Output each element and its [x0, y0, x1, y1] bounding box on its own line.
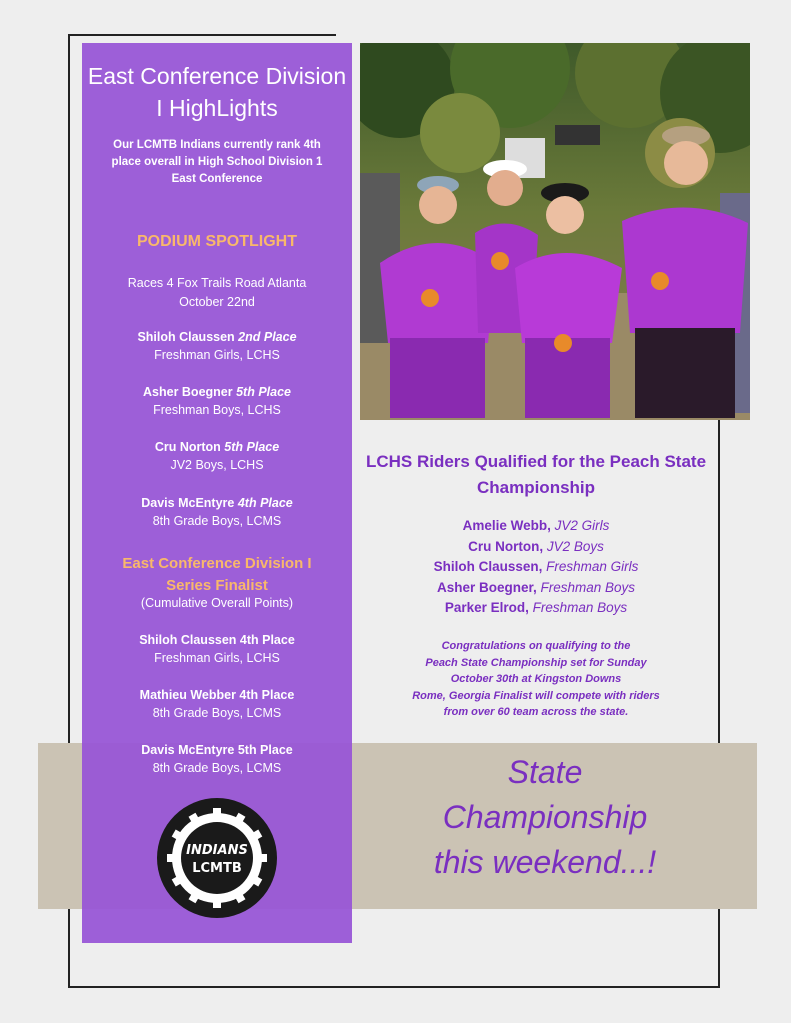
finalist-name: Shiloh Claussen 4th Place — [139, 633, 295, 647]
qualified-rider-name: Cru Norton, — [468, 538, 544, 554]
frame-line-top — [68, 34, 336, 36]
qualified-rider-category: Freshman Boys — [532, 600, 628, 615]
qualified-rider-name: Shiloh Claussen, — [433, 559, 543, 574]
finalist-category: 8th Grade Boys, LCMS — [152, 706, 282, 720]
qualified-rider — [360, 516, 712, 537]
lcmtb-logo — [156, 797, 278, 919]
rider-category: Freshman Boys, LCHS — [153, 403, 281, 417]
rider-name: Shiloh Claussen — [137, 330, 235, 344]
qualified-rider-name: Asher Boegner, — [436, 579, 537, 595]
sidebar-title: East Conference Division I HighLights — [87, 63, 347, 121]
qualified-rider — [360, 598, 712, 619]
highlights-sidebar — [82, 43, 352, 943]
rider-place: 5th Place — [224, 440, 280, 454]
frame-line-bottom — [68, 986, 720, 988]
podium-entry — [82, 494, 352, 530]
podium-entry — [82, 438, 352, 474]
ranking-subtitle: Our LCMTB Indians currently rank 4th place overall in High School Division 1 East Conference — [111, 139, 323, 185]
congrats-line: from over 60 team across the state. — [443, 706, 629, 718]
rider-name: Davis McEntyre — [141, 496, 235, 510]
state-championship-callout — [400, 750, 690, 885]
logo-text-lcmtb: LCMTB — [192, 861, 242, 876]
congrats-line: October 30th at Kingston Downs — [450, 673, 622, 685]
rider-category: JV2 Boys, LCHS — [170, 458, 264, 472]
qualified-rider-category: JV2 Girls — [554, 518, 610, 533]
qualified-rider-name: Amelie Webb, — [462, 518, 551, 533]
finalist-name: Mathieu Webber 4th Place — [139, 688, 295, 702]
team-photo — [360, 43, 750, 420]
race-info — [82, 274, 352, 312]
qualified-rider-category: JV2 Boys — [546, 538, 604, 554]
congratulations-message — [370, 638, 702, 721]
qualified-rider — [360, 557, 712, 578]
qualified-rider-category: Freshman Girls — [546, 559, 639, 574]
finalist-category: 8th Grade Boys, LCMS — [152, 761, 282, 775]
podium-heading: PODIUM SPOTLIGHT — [137, 233, 297, 250]
finalist-entry — [82, 741, 352, 777]
congrats-line: Peach State Championship set for Sunday — [425, 656, 647, 669]
qualified-rider — [360, 537, 712, 558]
qualified-rider-category: Freshman Boys — [540, 579, 636, 595]
rider-name: Asher Boegner — [143, 385, 233, 399]
qualified-rider-name: Parker Elrod, — [444, 600, 529, 615]
logo-text-indians: INDIANS — [186, 843, 248, 858]
congrats-line: Congratulations on qualifying to the — [441, 640, 631, 652]
rider-category: 8th Grade Boys, LCMS — [152, 514, 282, 528]
rider-category: Freshman Girls, LCHS — [154, 348, 280, 362]
finalist-category: Freshman Girls, LCHS — [154, 651, 280, 665]
finalist-entry — [82, 631, 352, 667]
congrats-line: Rome, Georgia Finalist will compete with riders — [412, 689, 660, 702]
race-date: October 22nd — [179, 295, 255, 309]
podium-entry — [82, 328, 352, 364]
series-finalist-subheading: (Cumulative Overall Points) — [140, 596, 294, 610]
finalist-entry — [82, 686, 352, 722]
state-line: Championship — [442, 799, 648, 835]
finalist-name: Davis McEntyre 5th Place — [141, 743, 293, 757]
qualified-riders-list — [360, 516, 712, 619]
podium-entry — [82, 383, 352, 419]
rider-place: 5th Place — [236, 385, 291, 399]
race-location: Races 4 Fox Trails Road Atlanta — [127, 276, 307, 290]
rider-place: 2nd Place — [238, 330, 297, 344]
series-finalist-heading: East Conference Division I Series Finalist — [122, 555, 312, 594]
qualified-title: LCHS Riders Qualified for the Peach State Championship — [365, 452, 707, 497]
qualified-rider — [360, 578, 712, 599]
state-line: State — [507, 754, 583, 790]
rider-place: 4th Place — [237, 496, 293, 510]
rider-name: Cru Norton — [154, 440, 221, 454]
state-line: this weekend...! — [433, 844, 657, 880]
